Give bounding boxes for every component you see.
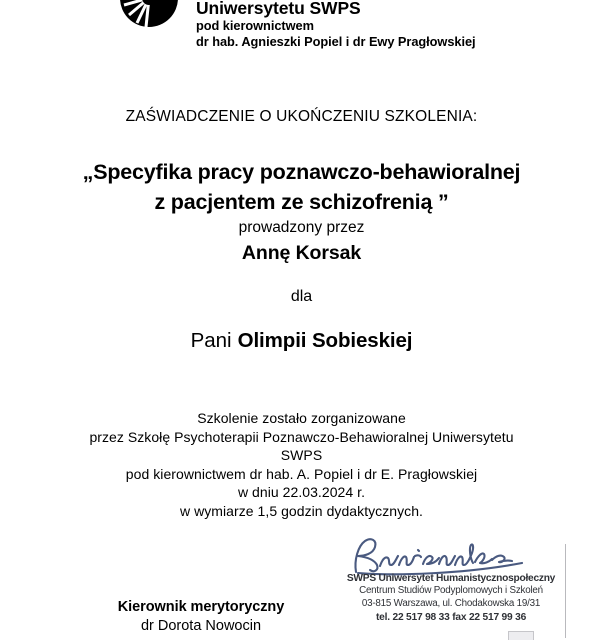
header-supervisors: dr hab. Agnieszki Popiel i dr Ewy Pragłowskiej [196, 33, 476, 49]
organiser-line: SWPS [280, 447, 323, 464]
stamp-department: Centrum Studiów Podyplomowych i Szkoleń [359, 585, 543, 596]
stamp-corner-mark [508, 631, 534, 640]
organiser-line: Szkolenie zostało zorganizowane [197, 410, 406, 426]
training-title [0, 157, 603, 217]
header-supervision-label: pod kierownictwem [196, 18, 314, 33]
official-stamp-block [340, 532, 603, 640]
organiser-line: w dniu 22.03.2024 r. [237, 484, 366, 501]
organiser-paragraph [0, 409, 603, 521]
header-text-block [196, 0, 596, 49]
stamp-text-block [340, 572, 562, 624]
supervisor-role: Kierownik merytoryczny [117, 599, 285, 615]
certificate-heading: ZAŚWIADCZENIE O UKOŃCZENIU SZKOLENIA: [125, 108, 478, 125]
organiser-line: w wymiarze 1,5 godzin dydaktycznych. [179, 502, 423, 519]
stamp-organisation-name: SWPS Uniwersytet Humanistycznospołeczny [346, 573, 556, 584]
stamp-address: 03-815 Warszawa, ul. Chodakowska 19/31 [361, 597, 541, 609]
supervisor-signature-block [62, 598, 340, 636]
recipient-title: Pani [190, 329, 232, 352]
for-label: dla [290, 288, 313, 305]
stamp-contact: tel. 22 517 98 33 fax 22 517 99 36 [375, 611, 527, 623]
organiser-line: przez Szkołę Psychoterapii Poznawczo-Behawioralnej Uniwersytetu [89, 428, 514, 445]
conducted-by-label: prowadzony przez [238, 219, 365, 236]
trainer-name: Annę Korsak [241, 242, 362, 264]
stamp-border-line [565, 544, 566, 638]
training-title-line-1: „Specyfika pracy poznawczo-behawioralnej [82, 160, 521, 184]
swps-logo-icon [113, 0, 185, 32]
certificate-header [0, 0, 603, 56]
supervisor-name: dr Dorota Nowocin [140, 618, 262, 634]
recipient-name: Olimpii Sobieskiej [237, 329, 413, 352]
training-title-line-2: z pacjentem ze schizofrenią ” [154, 190, 449, 214]
organiser-line: pod kierownictwem dr hab. A. Popiel i dr E. Pragłowskiej [125, 465, 478, 482]
recipient-line [0, 329, 603, 353]
header-university-name: Uniwersytetu SWPS [196, 0, 361, 18]
